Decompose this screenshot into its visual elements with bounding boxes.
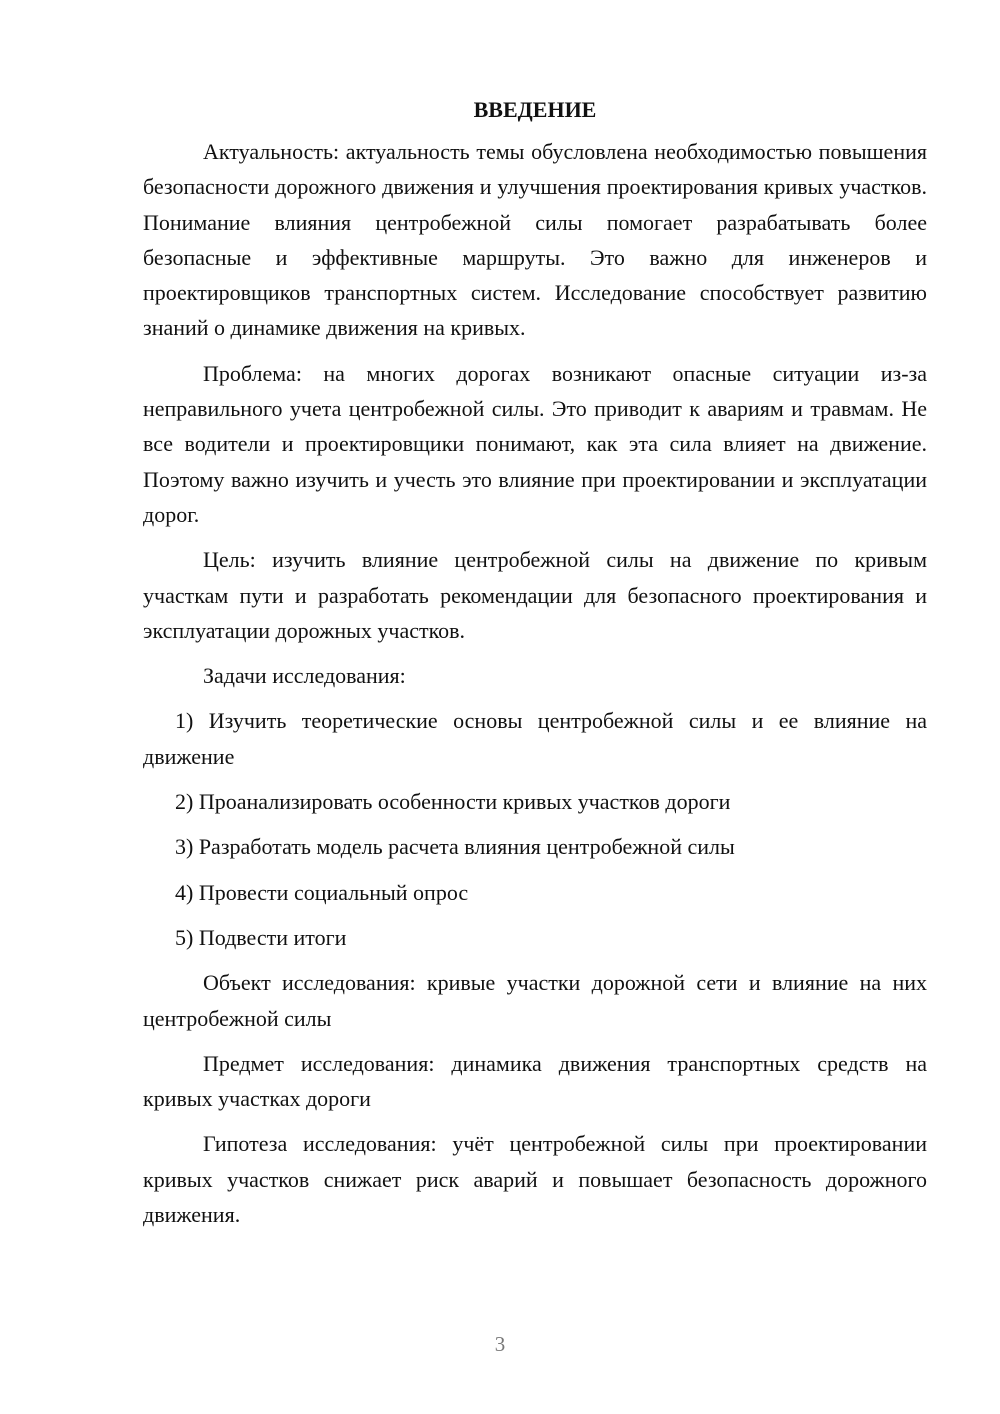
hypothesis-paragraph: Гипотеза исследования: учёт центробежной силы при проектировании кривых участков снижает риск аварий и повышает безопасность дорожного движения.: [143, 1131, 927, 1228]
problem-paragraph: Проблема: на многих дорогах возникают опасные ситуации из-за неправильного учета центробежной силы. Это приводит к авариям и травмам. Не все водители и проектировщики понимают, как эта сила влияет на движение. Поэтому важно изучить и учесть это влияние при проектировании и эксплуатации дорог.: [143, 360, 927, 527]
subject-paragraph: Предмет исследования: динамика движения транспортных средств на кривых участках дороги: [143, 1050, 927, 1112]
tasks-heading: Задачи исследования:: [203, 663, 406, 689]
page-number: 3: [494, 1332, 506, 1356]
relevance-paragraph: Актуальность: актуальность темы обусловлена необходимостью повышения безопасности дорожного движения и улучшения проектирования кривых участков. Понимание влияния центробежной силы помогает разрабатывать более безопасные и эффективные маршруты. Это важно для инженеров и проектировщиков транспортных систем. Исследование способствует развитию знаний о динамике движения на кривых.: [143, 139, 927, 341]
list-item: 4) Провести социальный опрос: [175, 879, 469, 905]
list-item: 3) Разработать модель расчета влияния центробежной силы: [175, 834, 735, 860]
goal-paragraph: Цель: изучить влияние центробежной силы на движение по кривым участкам пути и разработать рекомендации для безопасного проектирования и эксплуатации дорожных участков.: [143, 547, 927, 643]
list-item: 1) Изучить теоретические основы центробежной силы и ее влияние на движение: [143, 708, 927, 769]
list-item: 5) Подвести итоги: [175, 924, 347, 950]
list-item: 2) Проанализировать особенности кривых участков дороги: [175, 789, 731, 815]
page-title: ВВЕДЕНИЕ: [473, 97, 597, 122]
tasks-list: [143, 703, 927, 955]
document-page: [143, 92, 927, 1242]
object-paragraph: Объект исследования: кривые участки дорожной сети и влияние на них центробежной силы: [143, 970, 927, 1031]
